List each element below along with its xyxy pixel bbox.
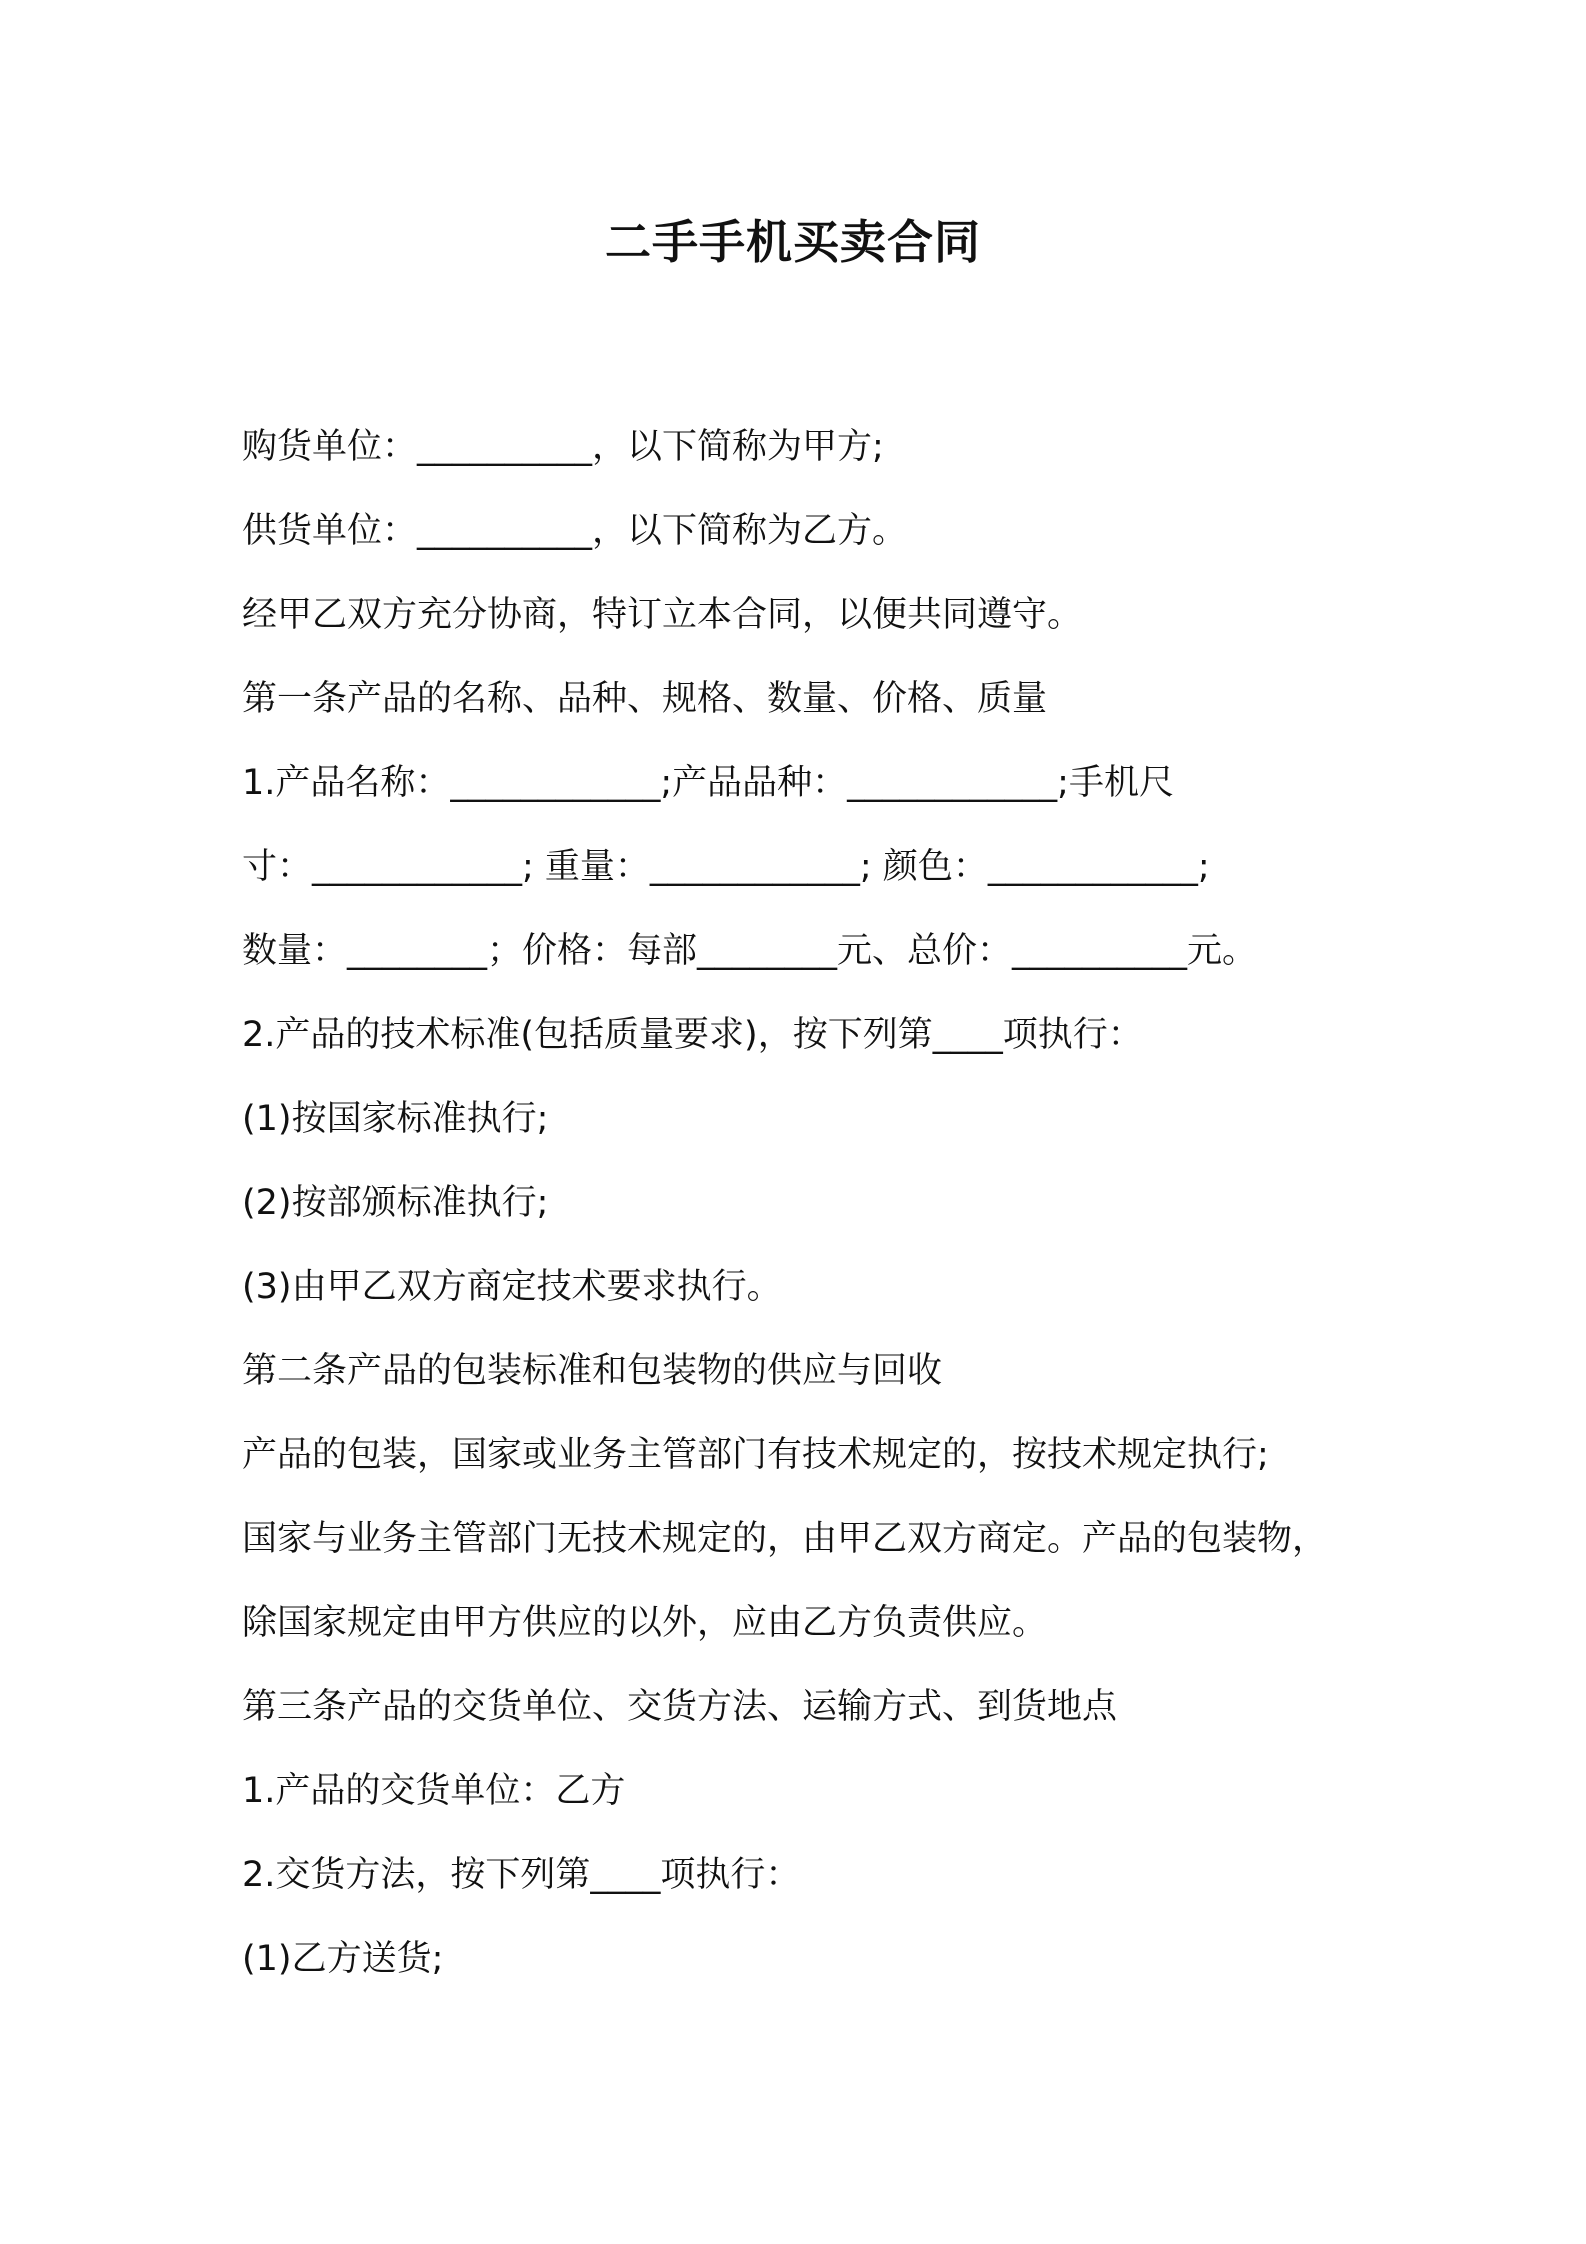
buyer-line: 购货单位：__________，以下简称为甲方; (242, 427, 884, 467)
article-3-heading: 第三条产品的交货单位、交货方法、运输方式、到货地点 (242, 1687, 1118, 1727)
standard-option-3: (3)由甲乙双方商定技术要求执行。 (242, 1267, 782, 1307)
technical-standard-line: 2.产品的技术标准(包括质量要求)，按下列第____项执行： (242, 1015, 1143, 1055)
quantity-price-line: 数量：________；价格：每部________元、总价：__________元。 (242, 931, 1258, 971)
article-1-heading: 第一条产品的名称、品种、规格、数量、价格、质量 (242, 679, 1048, 719)
seller-line: 供货单位：__________，以下简称为乙方。 (242, 511, 908, 551)
standard-option-1: (1)按国家标准执行; (242, 1099, 549, 1139)
delivery-option-1: (1)乙方送货; (242, 1939, 444, 1979)
article-2-heading: 第二条产品的包装标准和包装物的供应与回收 (242, 1351, 943, 1391)
product-name-line: 1.产品名称：____________;产品品种：____________;手机尺 (242, 763, 1174, 803)
page-title: 二手手机买卖合同 (605, 215, 981, 269)
delivery-method-line: 2.交货方法，按下列第____项执行： (242, 1855, 801, 1895)
packaging-paragraph-line-2: 国家与业务主管部门无技术规定的，由甲乙双方商定。产品的包装物， (242, 1519, 1328, 1559)
delivery-unit-line: 1.产品的交货单位：乙方 (242, 1771, 626, 1811)
packaging-paragraph-line-1: 产品的包装，国家或业务主管部门有技术规定的，按技术规定执行; (242, 1435, 1269, 1475)
agreement-statement: 经甲乙双方充分协商，特订立本合同，以便共同遵守。 (242, 595, 1083, 635)
product-size-line: 寸：____________; 重量：____________; 颜色：____________; (242, 847, 1210, 887)
packaging-paragraph-line-3: 除国家规定由甲方供应的以外，应由乙方负责供应。 (242, 1603, 1048, 1643)
contract-body (242, 405, 1442, 2001)
standard-option-2: (2)按部颁标准执行; (242, 1183, 549, 1223)
